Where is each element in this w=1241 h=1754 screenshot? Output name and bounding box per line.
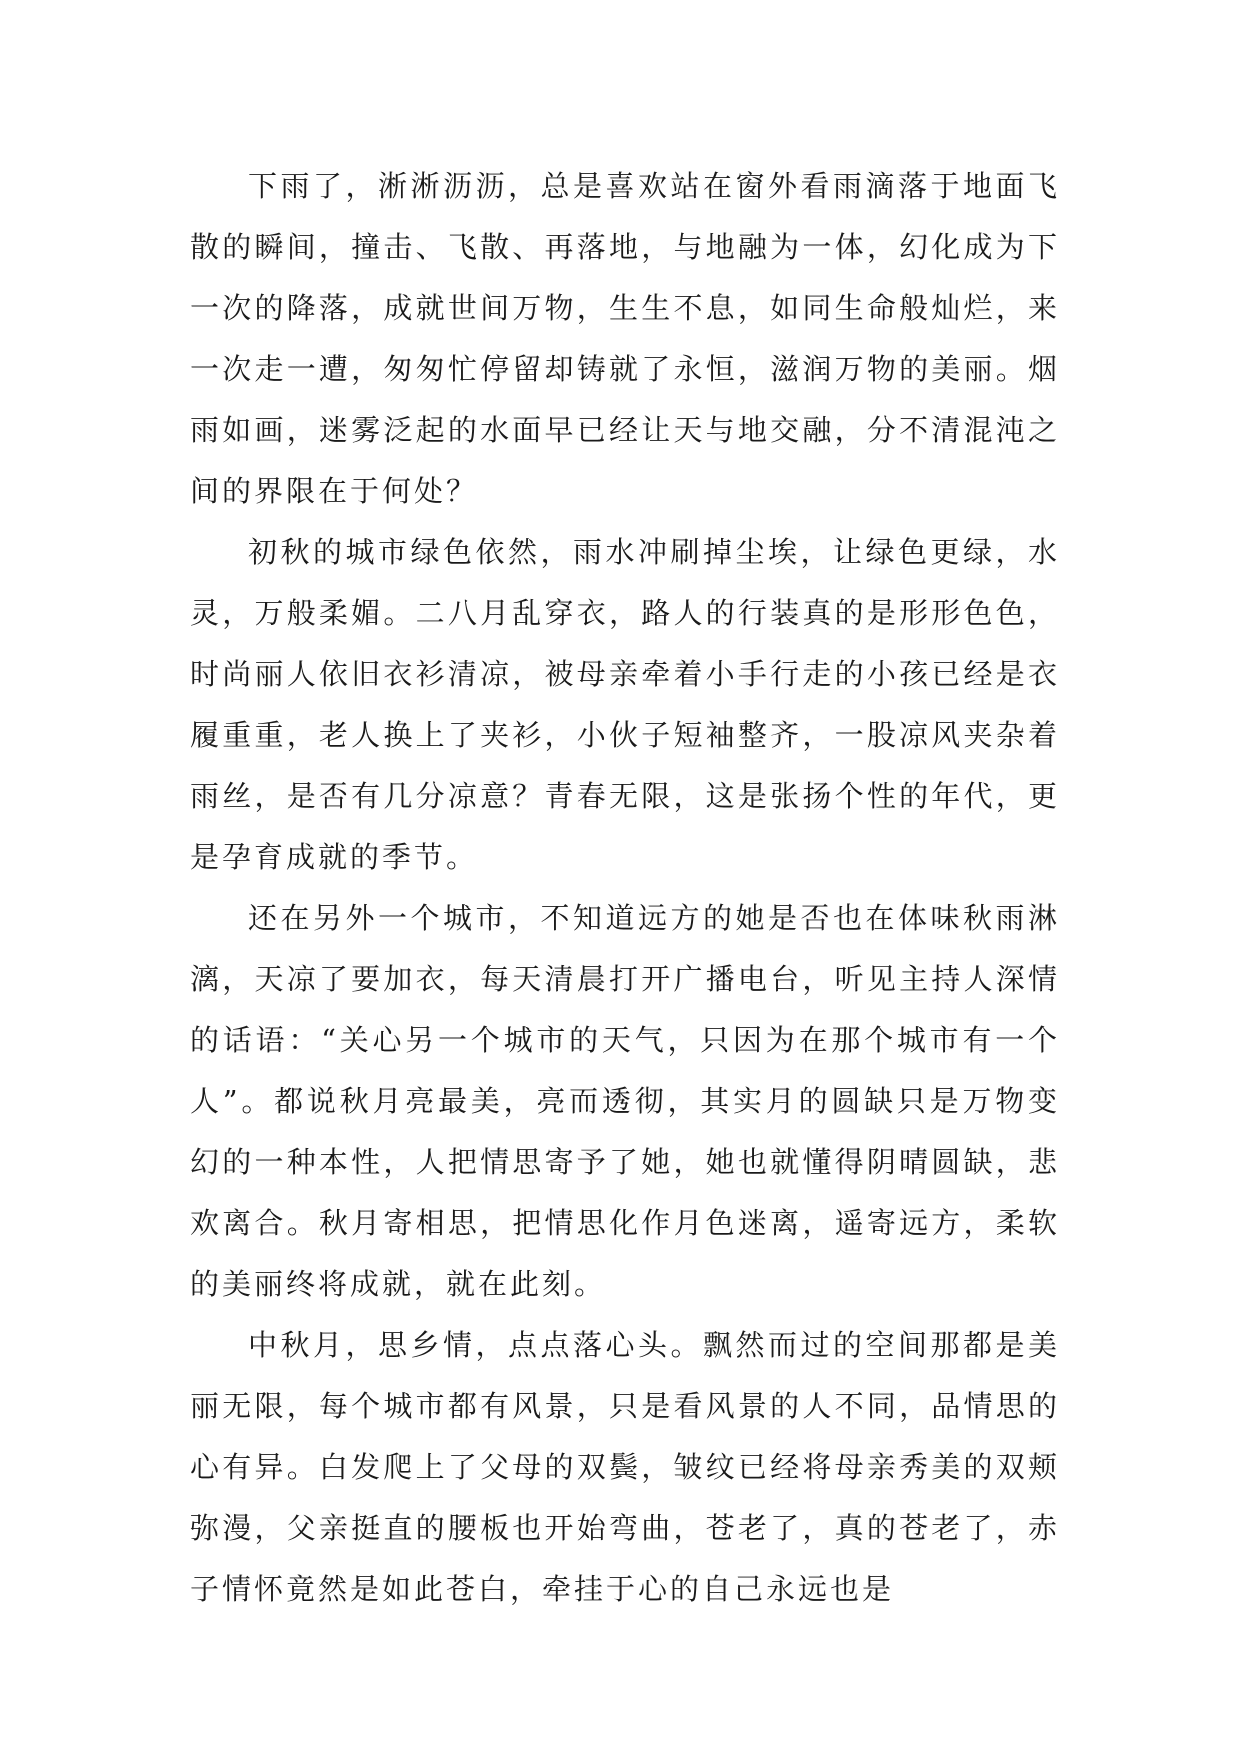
paragraph-rain: 下雨了，淅淅沥沥，总是喜欢站在窗外看雨滴落于地面飞散的瞬间，撞击、飞散、再落地，与地融为一体，幻化成为下一次的降落，成就世间万物，生生不息，如同生命般灿烂，来一次走一遭，匆匆忙停留却铸就了永恒，滋润万物的美丽。烟雨如画，迷雾泛起的水面早已经让天与地交融，分不清混沌之间的界限在于何处？	[190, 169, 1060, 508]
paragraph-early-autumn-city: 初秋的城市绿色依然，雨水冲刷掉尘埃，让绿色更绿，水灵，万般柔媚。二八月乱穿衣，路人的行装真的是形形色色，时尚丽人依旧衣衫清凉，被母亲牵着小手行走的小孩已经是衣履重重，老人换上了夹衫，小伙子短袖整齐，一股凉风夹杂着雨丝，是否有几分凉意？青春无限，这是张扬个性的年代，更是孕育成就的季节。	[190, 535, 1060, 874]
document-body	[190, 156, 1060, 1620]
paragraph-another-city: 还在另外一个城市，不知道远方的她是否也在体味秋雨淋漓，天凉了要加衣，每天清晨打开广播电台，听见主持人深情的话语：“关心另一个城市的天气，只因为在那个城市有一个人”。都说秋月亮最美，亮而透彻，其实月的圆缺只是万物变幻的一种本性，人把情思寄予了她，她也就懂得阴晴圆缺，悲欢离合。秋月寄相思，把情思化作月色迷离，遥寄远方，柔软的美丽终将成就，就在此刻。	[190, 901, 1060, 1301]
paragraph-mid-autumn-moon: 中秋月，思乡情，点点落心头。飘然而过的空间那都是美丽无限，每个城市都有风景，只是看风景的人不同，品情思的心有异。白发爬上了父母的双鬓，皱纹已经将母亲秀美的双颊弥漫，父亲挺直的腰板也开始弯曲，苍老了，真的苍老了，赤子情怀竟然是如此苍白，牵挂于心的自己永远也是	[190, 1328, 1060, 1606]
